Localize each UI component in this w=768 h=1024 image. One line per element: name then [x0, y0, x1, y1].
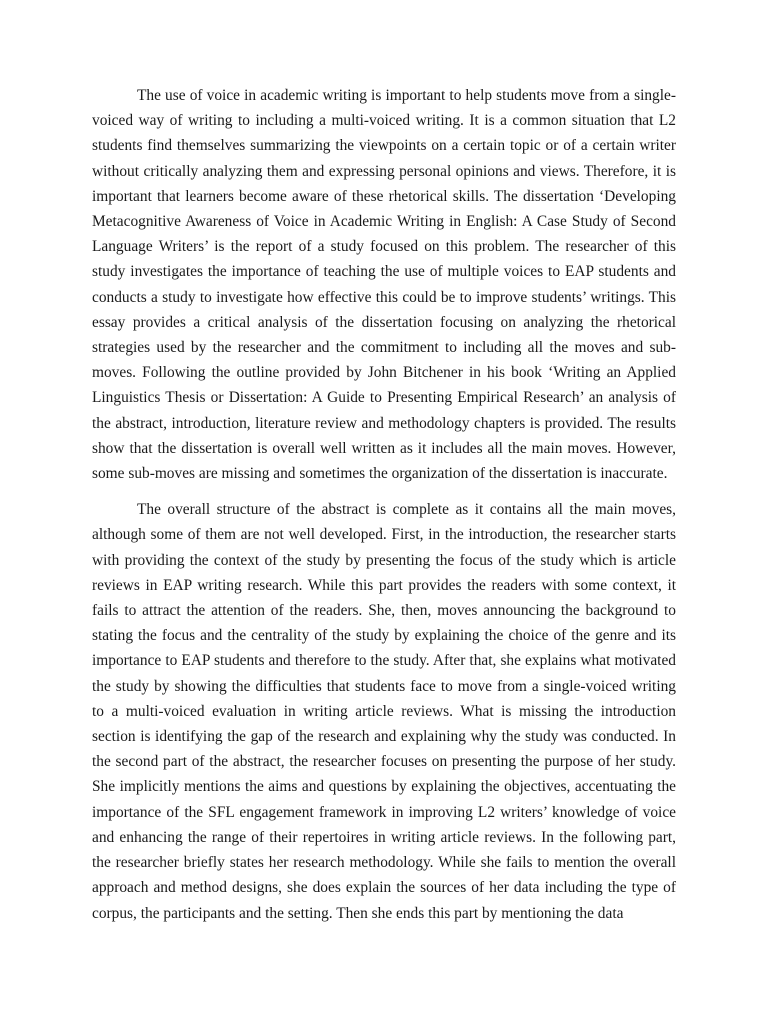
document-body — [92, 83, 676, 926]
paragraph-introduction: The use of voice in academic writing is important to help students move from a single-voiced way of writing to including a multi-voiced writing. It is a common situation that L2 students find themselves summarizing the viewpoints on a certain topic or of a certain writer without critically analyzing them and expressing personal opinions and views. Therefore, it is important that learners become aware of these rhetorical skills. The dissertation ‘Developing Metacognitive Awareness of Voice in Academic Writing in English: A Case Study of Second Language Writers’ is the report of a study focused on this problem. The researcher of this study investigates the importance of teaching the use of multiple voices to EAP students and conducts a study to investigate how effective this could be to improve students’ writings. This essay provides a critical analysis of the dissertation focusing on analyzing the rhetorical strategies used by the researcher and the commitment to including all the moves and sub-moves. Following the outline provided by John Bitchener in his book ‘Writing an Applied Linguistics Thesis or Dissertation: A Guide to Presenting Empirical Research’ an analysis of the abstract, introduction, literature review and methodology chapters is provided. The results show that the dissertation is overall well written as it includes all the main moves. However, some sub-moves are missing and sometimes the organization of the dissertation is inaccurate. — [92, 87, 676, 483]
paragraph-abstract-analysis: The overall structure of the abstract is complete as it contains all the main moves, although some of them are not well developed. First, in the introduction, the researcher starts with providing the context of the study by presenting the focus of the study which is article reviews in EAP writing research. While this part provides the readers with some context, it fails to attract the attention of the readers. She, then, moves announcing the background to stating the focus and the centrality of the study by explaining the choice of the genre and its importance to EAP students and therefore to the study. After that, she explains what motivated the study by showing the difficulties that students face to move from a single-voiced writing to a multi-voiced evaluation in writing article reviews. What is missing the introduction section is identifying the gap of the research and explaining why the study was conducted. In the second part of the abstract, the researcher focuses on presenting the purpose of her study. She implicitly mentions the aims and questions by explaining the objectives, accentuating the importance of the SFL engagement framework in improving L2 writers’ knowledge of voice and enhancing the range of their repertoires in writing article reviews. In the following part, the researcher briefly states her research methodology. While she fails to mention the overall approach and method designs, she does explain the sources of her data including the type of corpus, the participants and the setting. Then she ends this part by mentioning the data — [92, 501, 676, 922]
